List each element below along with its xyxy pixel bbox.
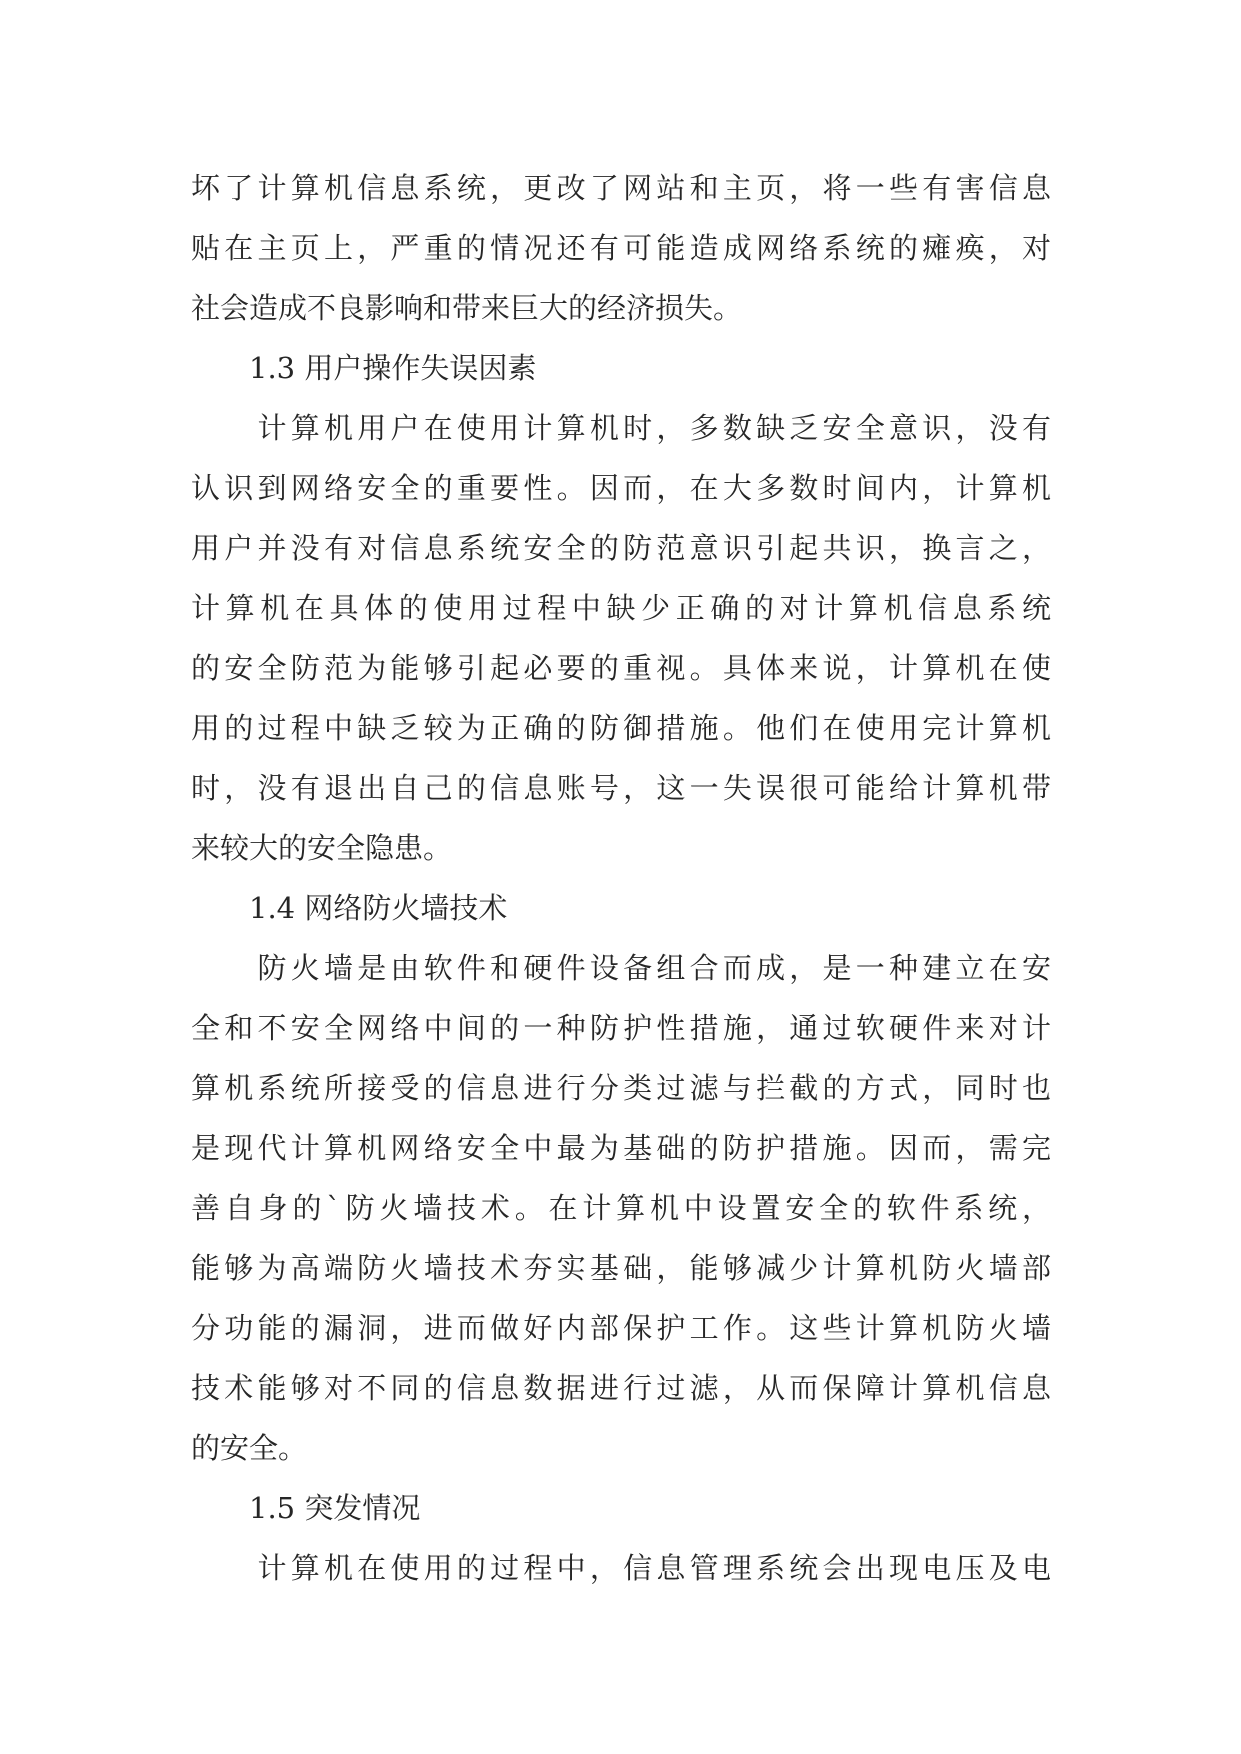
text-line: 全和不安全网络中间的一种防护性措施，通过软硬件来对计: [191, 1011, 1051, 1045]
section-heading-1-5: 1.5 突发情况: [191, 1491, 421, 1525]
text-line: 认识到网络安全的重要性。因而，在大多数时间内，计算机: [191, 471, 1051, 505]
text-line: 用户并没有对信息系统安全的防范意识引起共识，换言之，: [191, 531, 1051, 565]
paragraph: [191, 938, 1051, 1478]
text-line: 善自身的`防火墙技术。在计算机中设置安全的软件系统，: [191, 1191, 1051, 1225]
section-heading-1-3: 1.3 用户操作失误因素: [191, 351, 537, 385]
text-line: 分功能的漏洞，进而做好内部保护工作。这些计算机防火墙: [191, 1311, 1051, 1345]
text-line: 坏了计算机信息系统，更改了网站和主页，将一些有害信息: [191, 171, 1051, 205]
text-line: 计算机在具体的使用过程中缺少正确的对计算机信息系统: [191, 591, 1051, 625]
text-line: 计算机在使用的过程中，信息管理系统会出现电压及电: [191, 1551, 1051, 1585]
text-line: 是现代计算机网络安全中最为基础的防护措施。因而，需完: [191, 1131, 1051, 1165]
text-line: 算机系统所接受的信息进行分类过滤与拦截的方式，同时也: [191, 1071, 1051, 1105]
paragraph: [191, 1538, 1051, 1598]
paragraph: [191, 158, 1051, 338]
text-line: 技术能够对不同的信息数据进行过滤，从而保障计算机信息: [191, 1371, 1051, 1405]
text-line: 能够为高端防火墙技术夯实基础，能够减少计算机防火墙部: [191, 1251, 1051, 1285]
text-line: 用的过程中缺乏较为正确的防御措施。他们在使用完计算机: [191, 711, 1051, 745]
text-line: 的安全。: [191, 1431, 308, 1465]
section-heading-1-4: 1.4 网络防火墙技术: [191, 891, 508, 925]
paragraph: [191, 398, 1051, 878]
text-line: 贴在主页上，严重的情况还有可能造成网络系统的瘫痪，对: [191, 231, 1051, 265]
text-line: 来较大的安全隐患。: [191, 831, 453, 865]
document-body: [191, 158, 1051, 1598]
text-line: 防火墙是由软件和硬件设备组合而成，是一种建立在安: [191, 951, 1051, 985]
text-line: 计算机用户在使用计算机时，多数缺乏安全意识，没有: [191, 411, 1051, 445]
text-line: 社会造成不良影响和带来巨大的经济损失。: [191, 291, 743, 325]
text-line: 时，没有退出自己的信息账号，这一失误很可能给计算机带: [191, 771, 1051, 805]
text-line: 的安全防范为能够引起必要的重视。具体来说，计算机在使: [191, 651, 1051, 685]
